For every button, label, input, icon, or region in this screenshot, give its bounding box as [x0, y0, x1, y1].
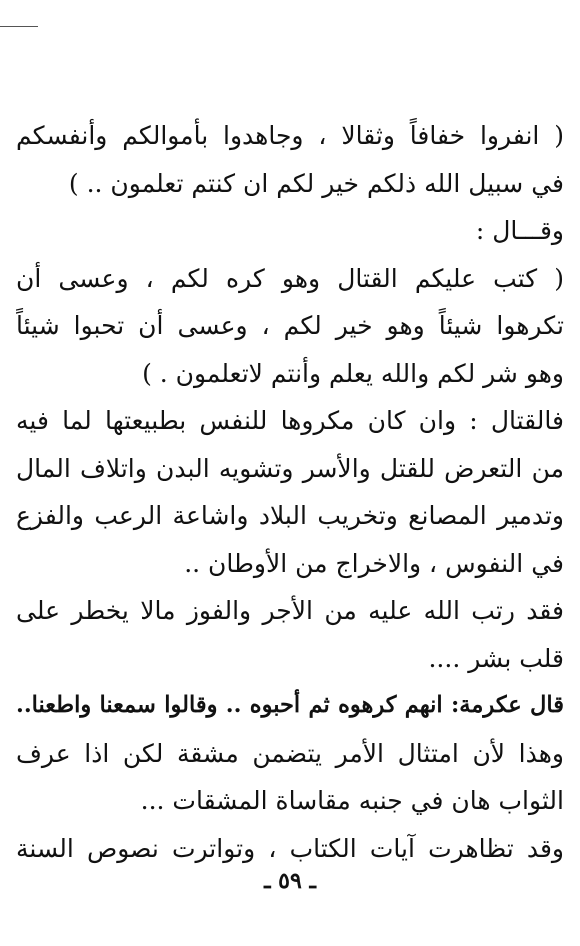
page-body-text: [16, 112, 564, 872]
text-line-2: في سبيل الله ذلكم خير لكم ان كنتم تعلمون .. ): [68, 168, 564, 198]
text-line-4: ( كتب عليكم القتال وهو كره لكم ، وعسى أن: [16, 263, 564, 293]
text-line-3: وقـــال :: [475, 216, 564, 245]
text-line-12: قلب بشر ....: [428, 643, 564, 673]
top-rule: [0, 26, 38, 27]
text-line-7: فالقتال : وان كان مكروها للنفس بطبيعتها لما فيه: [16, 406, 564, 435]
page-number: ـ ٥٩ ـ: [264, 868, 316, 894]
text-line-8: من التعرض للقتل والأسر وتشويه البدن واتلاف المال: [16, 453, 564, 483]
text-line-1: ( انفروا خفافاً وثقالا ، وجاهدوا بأموالكم وأنفسكم: [16, 121, 564, 150]
text-line-5: تكرهوا شيئاً وهو خير لكم ، وعسى أن تحبوا شيئاً: [16, 311, 564, 340]
text-line-6: وهو شر لكم والله يعلم وأنتم لاتعلمون . ): [142, 358, 564, 388]
text-line-14: وهذا لأن امتثال الأمر يتضمن مشقة لكن اذا عرف: [16, 738, 564, 768]
text-line-11: فقد رتب الله عليه من الأجر والفوز مالا يخطر على: [16, 596, 564, 625]
text-line-15: الثواب هان في جنبه مقاساة المشقات ...: [140, 786, 564, 815]
text-line-16: وقد تظاهرت آيات الكتاب ، وتواترت نصوص السنة: [16, 833, 564, 863]
text-line-13: قال عكرمة: انهم كرهوه ثم أحبوه .. وقالوا سمعنا واطعنا..: [16, 692, 564, 718]
text-line-10: في النفوس ، والاخراج من الأوطان ..: [184, 548, 564, 578]
text-line-9: وتدمير المصانع وتخريب البلاد واشاعة الرعب والفزع: [16, 501, 564, 530]
